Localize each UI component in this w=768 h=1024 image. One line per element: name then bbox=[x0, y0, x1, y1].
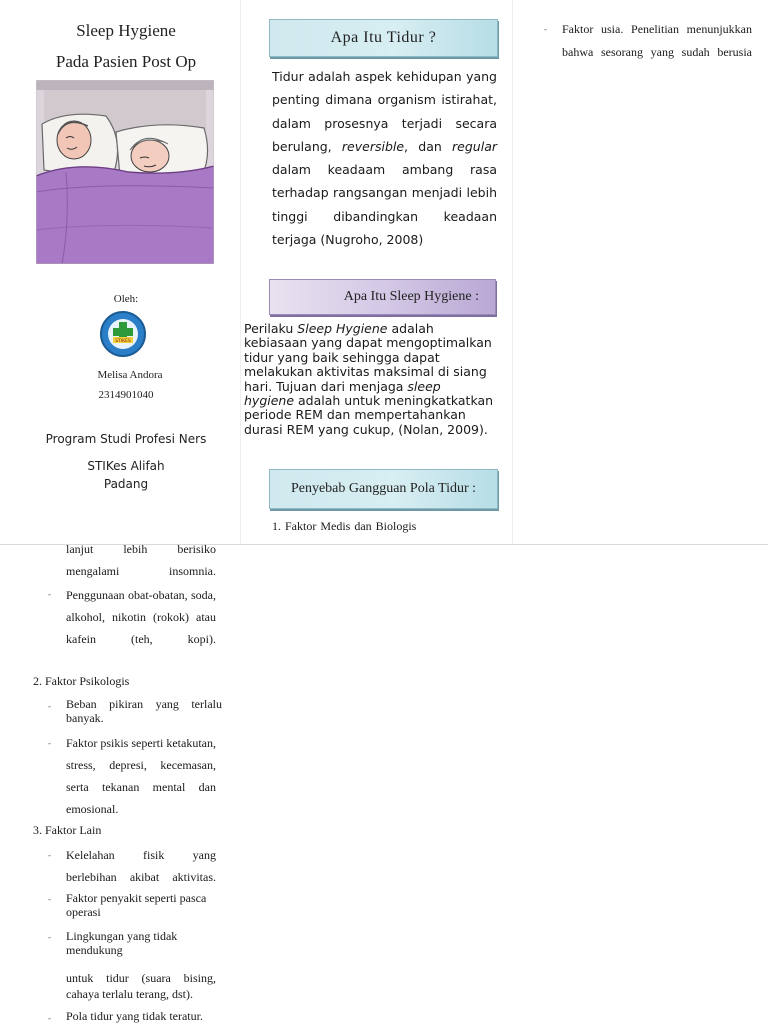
school-name: STIKes Alifah bbox=[87, 459, 165, 473]
bullet-mark: - bbox=[48, 894, 51, 904]
section-title: Apa Itu Sleep Hygiene : bbox=[343, 289, 479, 304]
bullet-mark: - bbox=[48, 589, 51, 599]
cause-item-medical: 1. Faktor Medis dan Biologis bbox=[272, 519, 417, 533]
school-city: Padang bbox=[103, 477, 149, 491]
paragraph-text: Tidur adalah aspek kehidupan yang penting dimana organism istirahat, dalam prosesnya terjadi secara berulang, bbox=[272, 69, 497, 154]
paragraph-italic-text: regular bbox=[452, 138, 498, 154]
cause-item-environment: Lingkungan yang tidak mendukung bbox=[66, 929, 178, 957]
cause-item-psychic: Faktor psikis seperti ketakutan, stress, depresi, kecemasan, serta tekanan mental dan emosional. bbox=[66, 736, 216, 816]
cause-item-sleep-pattern: Pola tidur yang tidak teratur. bbox=[66, 1009, 203, 1023]
bullet-mark: - bbox=[48, 1013, 51, 1023]
paragraph-italic-text: sleep hygiene bbox=[244, 378, 441, 409]
paragraph-text: Perilaku bbox=[244, 321, 298, 336]
cause-item-mind-burden: Beban pikiran yang terlalu banyak. bbox=[66, 697, 222, 725]
paragraph-text: adalah kebiasaan yang dapat mengoptimalkan tidur yang baik sehingga dapat melakukan aktivitas maksimal di siang hari. Tujuan dari menjaga bbox=[244, 321, 492, 394]
panel-divider bbox=[512, 0, 513, 544]
cover-subtitle: Pada Pasien Post Op bbox=[55, 52, 197, 71]
cause-heading-other: 3. Faktor Lain bbox=[33, 823, 102, 837]
author-name: Melisa Andora bbox=[97, 369, 163, 381]
program-name: Program Studi Profesi Ners bbox=[45, 432, 207, 446]
author-by-label: Oleh: bbox=[113, 293, 139, 305]
bullet-mark: - bbox=[544, 24, 547, 34]
school-logo bbox=[99, 310, 147, 358]
cause-item-disease: Faktor penyakit seperti pasca operasi bbox=[66, 891, 207, 919]
sleep-hygiene-definition-paragraph bbox=[244, 322, 494, 437]
section-header-causes bbox=[269, 469, 498, 509]
bullet-mark: - bbox=[48, 738, 51, 748]
age-item-continuation: lanjut lebih berisiko mengalami insomnia. bbox=[66, 542, 216, 578]
paragraph-italic-text: Sleep Hygiene bbox=[297, 321, 388, 336]
cover-title: Sleep Hygiene bbox=[76, 21, 176, 40]
sleeping-couple-illustration bbox=[36, 80, 214, 264]
section-title: Apa Itu Tidur ? bbox=[330, 29, 437, 46]
bullet-mark: - bbox=[48, 932, 51, 942]
section-header-what-is-sleep-hygiene bbox=[269, 279, 496, 315]
cause-item-age: Faktor usia. Penelitian menunjukkan bahwa sesorang yang sudah berusia bbox=[562, 22, 752, 59]
cause-heading-psychological: 2. Faktor Psikologis bbox=[33, 674, 130, 688]
section-header-what-is-sleep bbox=[269, 19, 498, 57]
cause-item-fatigue: Kelelahan fisik yang berlebihan akibat aktivitas. bbox=[66, 848, 216, 884]
cause-item-drugs: Penggunaan obat-obatan, soda, alkohol, nikotin (rokok) atau kafein (teh, kopi). bbox=[66, 588, 216, 646]
paragraph-text: adalah untuk meningkatkatkan periode REM dan mempertahankan durasi REM yang cukup, (Nolan, 2009). bbox=[244, 393, 494, 437]
bullet-mark: - bbox=[48, 850, 51, 860]
author-id: 2314901040 bbox=[98, 389, 154, 401]
logo-text: STIKES bbox=[115, 339, 131, 344]
panel-divider bbox=[240, 0, 241, 544]
paragraph-text: , dan bbox=[404, 138, 453, 154]
paragraph-italic-text: reversible bbox=[341, 138, 405, 154]
section-title: Penyebab Gangguan Pola Tidur : bbox=[290, 481, 477, 496]
bullet-mark: - bbox=[48, 701, 51, 711]
paragraph-text: dalam keadaam ambang rasa terhadap rangsangan menjadi lebih tinggi dibandingkan keadaan terjaga (Nugroho, 2008) bbox=[272, 162, 497, 248]
cause-item-environment-detail: untuk tidur (suara bising, cahaya terlalu terang, dst). bbox=[66, 971, 216, 1001]
sleep-definition-paragraph bbox=[272, 65, 497, 251]
